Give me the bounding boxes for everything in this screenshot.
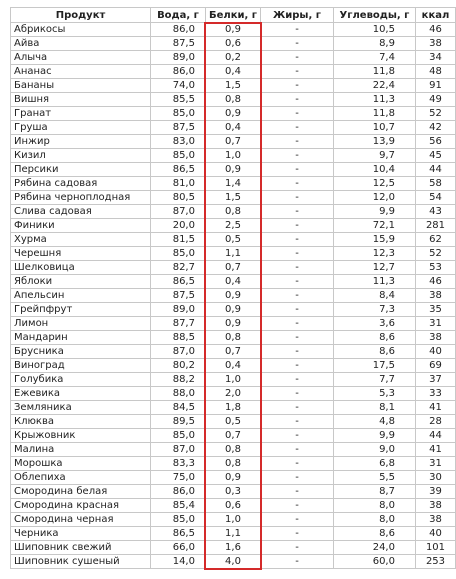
cell-protein: 0,7	[205, 135, 260, 149]
cell-kcal: 45	[415, 149, 455, 163]
cell-fat: -	[261, 555, 334, 569]
cell-fat: -	[261, 219, 334, 233]
cell-product: Груша	[11, 121, 151, 135]
cell-product: Инжир	[11, 135, 151, 149]
cell-product: Морошка	[11, 457, 151, 471]
cell-product: Алыча	[11, 51, 151, 65]
cell-fat: -	[261, 513, 334, 527]
cell-kcal: 41	[415, 443, 455, 457]
cell-fat: -	[261, 401, 334, 415]
cell-water: 74,0	[150, 79, 205, 93]
cell-carbs: 9,7	[333, 149, 415, 163]
cell-protein: 0,7	[205, 261, 260, 275]
cell-fat: -	[261, 107, 334, 121]
cell-protein: 0,9	[205, 317, 260, 331]
cell-kcal: 31	[415, 317, 455, 331]
cell-carbs: 5,3	[333, 387, 415, 401]
cell-water: 84,5	[150, 401, 205, 415]
cell-kcal: 33	[415, 387, 455, 401]
cell-product: Голубика	[11, 373, 151, 387]
cell-kcal: 101	[415, 541, 455, 555]
cell-water: 88,2	[150, 373, 205, 387]
cell-product: Виноград	[11, 359, 151, 373]
cell-fat: -	[261, 471, 334, 485]
cell-protein: 0,7	[205, 429, 260, 443]
cell-carbs: 12,3	[333, 247, 415, 261]
cell-product: Малина	[11, 443, 151, 457]
cell-carbs: 12,7	[333, 261, 415, 275]
nutrition-table	[10, 7, 456, 569]
cell-protein: 1,0	[205, 373, 260, 387]
cell-kcal: 30	[415, 471, 455, 485]
cell-product: Кизил	[11, 149, 151, 163]
cell-fat: -	[261, 23, 334, 37]
table-row	[11, 429, 456, 443]
cell-carbs: 15,9	[333, 233, 415, 247]
cell-water: 85,5	[150, 93, 205, 107]
cell-carbs: 10,5	[333, 23, 415, 37]
cell-carbs: 10,4	[333, 163, 415, 177]
cell-water: 89,0	[150, 51, 205, 65]
cell-fat: -	[261, 233, 334, 247]
cell-product: Рябина садовая	[11, 177, 151, 191]
cell-protein: 0,9	[205, 303, 260, 317]
cell-fat: -	[261, 541, 334, 555]
table-row	[11, 387, 456, 401]
cell-water: 85,0	[150, 429, 205, 443]
cell-fat: -	[261, 359, 334, 373]
cell-kcal: 54	[415, 191, 455, 205]
cell-carbs: 12,0	[333, 191, 415, 205]
cell-water: 80,2	[150, 359, 205, 373]
cell-kcal: 53	[415, 261, 455, 275]
table-row	[11, 415, 456, 429]
cell-product: Айва	[11, 37, 151, 51]
cell-protein: 0,4	[205, 359, 260, 373]
cell-protein: 0,9	[205, 289, 260, 303]
cell-kcal: 38	[415, 289, 455, 303]
cell-protein: 0,4	[205, 121, 260, 135]
table-row	[11, 135, 456, 149]
cell-product: Бананы	[11, 79, 151, 93]
cell-product: Ананас	[11, 65, 151, 79]
cell-product: Черешня	[11, 247, 151, 261]
cell-fat: -	[261, 135, 334, 149]
cell-protein: 0,3	[205, 485, 260, 499]
table-row	[11, 443, 456, 457]
cell-protein: 2,5	[205, 219, 260, 233]
cell-product: Ежевика	[11, 387, 151, 401]
cell-fat: -	[261, 331, 334, 345]
cell-protein: 1,4	[205, 177, 260, 191]
cell-carbs: 9,9	[333, 429, 415, 443]
table-row	[11, 359, 456, 373]
cell-water: 86,5	[150, 163, 205, 177]
cell-protein: 1,5	[205, 191, 260, 205]
table-row	[11, 513, 456, 527]
cell-fat: -	[261, 51, 334, 65]
cell-kcal: 46	[415, 23, 455, 37]
cell-protein: 0,8	[205, 93, 260, 107]
cell-product: Апельсин	[11, 289, 151, 303]
cell-kcal: 38	[415, 499, 455, 513]
cell-protein: 0,8	[205, 457, 260, 471]
cell-carbs: 11,8	[333, 65, 415, 79]
table-row	[11, 275, 456, 289]
cell-water: 81,0	[150, 177, 205, 191]
cell-kcal: 41	[415, 401, 455, 415]
header-kcal: ккал	[415, 8, 455, 23]
cell-kcal: 40	[415, 527, 455, 541]
table-row	[11, 51, 456, 65]
cell-fat: -	[261, 93, 334, 107]
cell-water: 87,5	[150, 121, 205, 135]
cell-water: 85,0	[150, 149, 205, 163]
cell-water: 82,7	[150, 261, 205, 275]
cell-protein: 1,1	[205, 527, 260, 541]
table-row	[11, 23, 456, 37]
cell-kcal: 44	[415, 163, 455, 177]
cell-protein: 0,2	[205, 51, 260, 65]
cell-fat: -	[261, 345, 334, 359]
cell-carbs: 8,6	[333, 331, 415, 345]
table-row	[11, 499, 456, 513]
cell-kcal: 91	[415, 79, 455, 93]
cell-protein: 0,4	[205, 275, 260, 289]
cell-carbs: 3,6	[333, 317, 415, 331]
cell-kcal: 52	[415, 107, 455, 121]
table-row	[11, 331, 456, 345]
cell-kcal: 46	[415, 275, 455, 289]
cell-product: Смородина черная	[11, 513, 151, 527]
nutrition-table-container	[10, 7, 456, 569]
cell-kcal: 69	[415, 359, 455, 373]
cell-carbs: 13,9	[333, 135, 415, 149]
cell-protein: 1,1	[205, 247, 260, 261]
cell-product: Финики	[11, 219, 151, 233]
cell-water: 14,0	[150, 555, 205, 569]
cell-kcal: 281	[415, 219, 455, 233]
cell-product: Гранат	[11, 107, 151, 121]
cell-product: Смородина белая	[11, 485, 151, 499]
cell-water: 80,5	[150, 191, 205, 205]
table-row	[11, 163, 456, 177]
cell-carbs: 7,3	[333, 303, 415, 317]
cell-product: Вишня	[11, 93, 151, 107]
cell-kcal: 42	[415, 121, 455, 135]
cell-protein: 0,8	[205, 331, 260, 345]
cell-water: 20,0	[150, 219, 205, 233]
cell-carbs: 8,6	[333, 345, 415, 359]
cell-carbs: 60,0	[333, 555, 415, 569]
cell-kcal: 40	[415, 345, 455, 359]
table-row	[11, 79, 456, 93]
cell-water: 87,5	[150, 37, 205, 51]
cell-water: 86,0	[150, 485, 205, 499]
cell-carbs: 10,7	[333, 121, 415, 135]
cell-product: Крыжовник	[11, 429, 151, 443]
cell-carbs: 12,5	[333, 177, 415, 191]
cell-fat: -	[261, 387, 334, 401]
cell-water: 89,5	[150, 415, 205, 429]
cell-fat: -	[261, 443, 334, 457]
cell-water: 87,0	[150, 205, 205, 219]
cell-carbs: 8,0	[333, 513, 415, 527]
cell-protein: 1,5	[205, 79, 260, 93]
cell-carbs: 7,7	[333, 373, 415, 387]
table-row	[11, 457, 456, 471]
cell-protein: 2,0	[205, 387, 260, 401]
cell-kcal: 31	[415, 457, 455, 471]
cell-water: 83,0	[150, 135, 205, 149]
cell-kcal: 38	[415, 37, 455, 51]
cell-carbs: 8,7	[333, 485, 415, 499]
cell-fat: -	[261, 121, 334, 135]
cell-product: Яблоки	[11, 275, 151, 289]
cell-fat: -	[261, 429, 334, 443]
cell-protein: 0,6	[205, 37, 260, 51]
cell-fat: -	[261, 205, 334, 219]
table-row	[11, 65, 456, 79]
cell-carbs: 24,0	[333, 541, 415, 555]
cell-product: Абрикосы	[11, 23, 151, 37]
cell-fat: -	[261, 149, 334, 163]
cell-carbs: 22,4	[333, 79, 415, 93]
table-row	[11, 373, 456, 387]
cell-carbs: 9,9	[333, 205, 415, 219]
cell-product: Черника	[11, 527, 151, 541]
cell-kcal: 37	[415, 373, 455, 387]
table-row	[11, 247, 456, 261]
cell-water: 87,7	[150, 317, 205, 331]
table-row	[11, 107, 456, 121]
cell-water: 85,4	[150, 499, 205, 513]
cell-carbs: 8,1	[333, 401, 415, 415]
cell-fat: -	[261, 37, 334, 51]
cell-fat: -	[261, 163, 334, 177]
table-row	[11, 541, 456, 555]
cell-kcal: 39	[415, 485, 455, 499]
cell-protein: 1,8	[205, 401, 260, 415]
cell-product: Рябина черноплодная	[11, 191, 151, 205]
table-row	[11, 303, 456, 317]
table-row	[11, 205, 456, 219]
cell-product: Персики	[11, 163, 151, 177]
cell-kcal: 62	[415, 233, 455, 247]
cell-water: 85,0	[150, 513, 205, 527]
cell-protein: 1,6	[205, 541, 260, 555]
table-row	[11, 219, 456, 233]
cell-protein: 0,8	[205, 205, 260, 219]
cell-product: Грейпфрут	[11, 303, 151, 317]
cell-product: Земляника	[11, 401, 151, 415]
cell-carbs: 8,0	[333, 499, 415, 513]
cell-carbs: 8,6	[333, 527, 415, 541]
cell-fat: -	[261, 65, 334, 79]
table-row	[11, 345, 456, 359]
cell-fat: -	[261, 303, 334, 317]
cell-protein: 0,8	[205, 443, 260, 457]
table-row	[11, 289, 456, 303]
cell-protein: 0,9	[205, 23, 260, 37]
table-row	[11, 261, 456, 275]
cell-carbs: 8,9	[333, 37, 415, 51]
cell-kcal: 38	[415, 513, 455, 527]
cell-fat: -	[261, 527, 334, 541]
cell-protein: 1,0	[205, 149, 260, 163]
cell-kcal: 48	[415, 65, 455, 79]
cell-carbs: 17,5	[333, 359, 415, 373]
cell-water: 87,5	[150, 289, 205, 303]
cell-carbs: 11,8	[333, 107, 415, 121]
table-row	[11, 149, 456, 163]
cell-carbs: 9,0	[333, 443, 415, 457]
cell-water: 86,0	[150, 65, 205, 79]
cell-water: 86,5	[150, 527, 205, 541]
cell-kcal: 34	[415, 51, 455, 65]
cell-fat: -	[261, 289, 334, 303]
cell-carbs: 11,3	[333, 275, 415, 289]
table-row	[11, 555, 456, 569]
cell-carbs: 5,5	[333, 471, 415, 485]
header-protein: Белки, г	[205, 8, 260, 23]
cell-protein: 0,9	[205, 107, 260, 121]
cell-water: 66,0	[150, 541, 205, 555]
cell-water: 88,0	[150, 387, 205, 401]
cell-carbs: 4,8	[333, 415, 415, 429]
cell-product: Клюква	[11, 415, 151, 429]
cell-water: 89,0	[150, 303, 205, 317]
cell-water: 85,0	[150, 107, 205, 121]
cell-kcal: 35	[415, 303, 455, 317]
cell-kcal: 38	[415, 331, 455, 345]
table-row	[11, 191, 456, 205]
cell-protein: 0,5	[205, 415, 260, 429]
table-row	[11, 471, 456, 485]
cell-fat: -	[261, 191, 334, 205]
cell-carbs: 11,3	[333, 93, 415, 107]
cell-fat: -	[261, 499, 334, 513]
cell-carbs: 8,4	[333, 289, 415, 303]
cell-water: 75,0	[150, 471, 205, 485]
cell-protein: 0,4	[205, 65, 260, 79]
cell-fat: -	[261, 79, 334, 93]
table-row	[11, 177, 456, 191]
cell-water: 86,5	[150, 275, 205, 289]
cell-product: Облепиха	[11, 471, 151, 485]
table-row	[11, 317, 456, 331]
cell-fat: -	[261, 247, 334, 261]
cell-product: Слива садовая	[11, 205, 151, 219]
cell-kcal: 253	[415, 555, 455, 569]
table-row	[11, 233, 456, 247]
cell-kcal: 56	[415, 135, 455, 149]
cell-product: Лимон	[11, 317, 151, 331]
cell-product: Шиповник сушеный	[11, 555, 151, 569]
cell-kcal: 43	[415, 205, 455, 219]
cell-water: 87,0	[150, 443, 205, 457]
cell-kcal: 44	[415, 429, 455, 443]
cell-water: 86,0	[150, 23, 205, 37]
cell-fat: -	[261, 317, 334, 331]
cell-water: 87,0	[150, 345, 205, 359]
header-water: Вода, г	[150, 8, 205, 23]
cell-protein: 0,6	[205, 499, 260, 513]
cell-carbs: 7,4	[333, 51, 415, 65]
cell-fat: -	[261, 261, 334, 275]
cell-product: Шиповник свежий	[11, 541, 151, 555]
cell-kcal: 58	[415, 177, 455, 191]
cell-water: 88,5	[150, 331, 205, 345]
header-fat: Жиры, г	[261, 8, 334, 23]
cell-fat: -	[261, 177, 334, 191]
cell-protein: 0,7	[205, 345, 260, 359]
cell-fat: -	[261, 457, 334, 471]
table-row	[11, 93, 456, 107]
cell-water: 81,5	[150, 233, 205, 247]
cell-product: Хурма	[11, 233, 151, 247]
cell-carbs: 6,8	[333, 457, 415, 471]
cell-fat: -	[261, 415, 334, 429]
cell-kcal: 28	[415, 415, 455, 429]
table-header-row	[11, 8, 456, 23]
header-carbs: Углеводы, г	[333, 8, 415, 23]
cell-kcal: 49	[415, 93, 455, 107]
cell-product: Смородина красная	[11, 499, 151, 513]
cell-product: Мандарин	[11, 331, 151, 345]
cell-protein: 1,0	[205, 513, 260, 527]
table-row	[11, 527, 456, 541]
cell-protein: 0,5	[205, 233, 260, 247]
cell-water: 85,0	[150, 247, 205, 261]
cell-carbs: 72,1	[333, 219, 415, 233]
header-product: Продукт	[11, 8, 151, 23]
table-row	[11, 401, 456, 415]
cell-protein: 4,0	[205, 555, 260, 569]
cell-kcal: 52	[415, 247, 455, 261]
table-row	[11, 121, 456, 135]
table-row	[11, 485, 456, 499]
cell-fat: -	[261, 373, 334, 387]
table-row	[11, 37, 456, 51]
cell-protein: 0,9	[205, 471, 260, 485]
cell-water: 83,3	[150, 457, 205, 471]
cell-protein: 0,9	[205, 163, 260, 177]
cell-fat: -	[261, 485, 334, 499]
cell-product: Шелковица	[11, 261, 151, 275]
cell-fat: -	[261, 275, 334, 289]
cell-product: Брусника	[11, 345, 151, 359]
